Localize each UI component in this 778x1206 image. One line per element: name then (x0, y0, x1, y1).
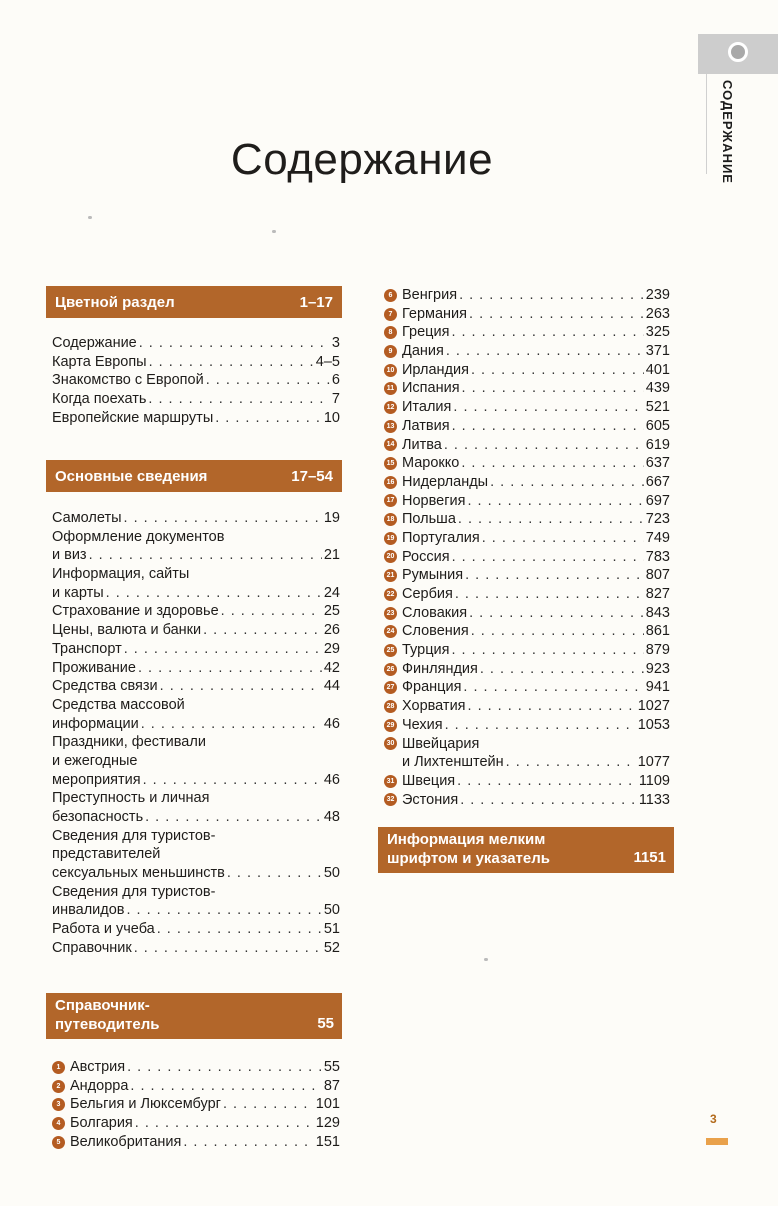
toc-entry[interactable] (384, 286, 670, 305)
toc-entry (52, 696, 340, 715)
paper-speck (88, 216, 92, 219)
entry-page: 1133 (638, 791, 670, 808)
entry-title: и карты (52, 584, 104, 601)
dot-leader (124, 509, 322, 528)
toc-entry (52, 827, 340, 846)
dot-leader (482, 529, 644, 548)
dot-leader (149, 353, 314, 372)
entry-title: Литва (402, 436, 442, 453)
entry-title: Андорра (70, 1077, 129, 1094)
tab-ring-icon (728, 42, 748, 62)
entry-title: Словения (402, 623, 469, 640)
toc-entry[interactable] (384, 716, 670, 735)
toc-list-color (52, 334, 340, 427)
entry-title: Италия (402, 399, 452, 416)
entry-title: Словакия (402, 604, 468, 621)
entry-title: Страхование и здоровье (52, 603, 219, 620)
dot-leader (459, 286, 644, 305)
entry-page: 1109 (638, 772, 670, 789)
entry-title: Карта Европы (52, 353, 147, 370)
entry-title: Содержание (52, 335, 137, 351)
entry-title: Германия (402, 305, 468, 322)
chapter-number-icon: 25 (384, 644, 397, 657)
section-title-line: путеводитель (55, 1016, 160, 1033)
entry-page: 50 (323, 865, 340, 882)
entry-page: 783 (645, 548, 670, 565)
entry-title: Великобритания (70, 1133, 182, 1150)
section-title: Цветной раздел (55, 293, 175, 311)
entry-title: и ежегодные (52, 752, 138, 769)
chapter-number-icon: 7 (384, 308, 397, 321)
toc-entry[interactable] (384, 697, 670, 716)
toc-entry[interactable] (52, 1114, 340, 1133)
dot-leader (223, 1095, 314, 1114)
toc-entry[interactable] (384, 342, 670, 361)
entry-title: Турция (402, 642, 450, 659)
chapter-number-icon: 5 (52, 1136, 65, 1149)
chapter-number-icon: 21 (384, 569, 397, 582)
entry-title: Бельгия и Люксембург (70, 1096, 221, 1113)
section-header-color[interactable] (46, 286, 342, 318)
dot-leader (134, 939, 322, 958)
entry-page: 861 (645, 623, 670, 640)
toc-entry[interactable] (384, 454, 670, 473)
entry-title: Эстония (402, 791, 459, 808)
chapter-number-icon: 14 (384, 438, 397, 451)
entry-title: Сведения для туристов- (52, 827, 216, 844)
entry-page: 26 (323, 622, 340, 639)
entry-title: Справочник (52, 939, 132, 956)
entry-title: Греция (402, 324, 450, 341)
entry-title: Транспорт (52, 640, 122, 657)
entry-page: 51 (323, 921, 340, 938)
entry-title: Дания (402, 343, 444, 360)
toc-entry[interactable] (384, 622, 670, 641)
toc-entry[interactable] (52, 621, 340, 640)
entry-title: Хорватия (402, 698, 466, 715)
entry-title: Сербия (402, 586, 453, 602)
section-title: Основные сведения (55, 467, 208, 485)
chapter-number-icon: 1 (52, 1061, 65, 1074)
dot-leader (452, 548, 644, 567)
chapter-number-icon: 16 (384, 476, 397, 489)
entry-title: Нидерланды (402, 473, 489, 490)
entry-title: Преступность и личная (52, 790, 210, 807)
entry-title: Франция (402, 679, 462, 696)
dot-leader (471, 361, 644, 380)
entry-page: 25 (323, 603, 340, 620)
entry-title: Цены, валюта и банки (52, 622, 202, 639)
section-tab (698, 34, 778, 74)
entry-page: 325 (645, 324, 670, 341)
entry-page: 151 (315, 1133, 340, 1150)
toc-entry[interactable] (384, 678, 670, 697)
page-number: 3 (710, 1112, 717, 1126)
toc-entry[interactable] (52, 1077, 340, 1096)
dot-leader (451, 641, 643, 660)
entry-page: 879 (645, 642, 670, 659)
entry-title: Средства связи (52, 678, 158, 695)
toc-entry (52, 565, 340, 584)
dot-leader (469, 305, 644, 324)
entry-page: 749 (645, 529, 670, 546)
toc-entry (52, 528, 340, 547)
entry-title: Румыния (402, 567, 464, 584)
chapter-number-icon: 11 (384, 382, 397, 395)
entry-page: 605 (645, 417, 670, 434)
entry-page: 42 (323, 659, 340, 676)
section-title-line: шрифтом и указатель (387, 850, 550, 867)
chapter-number-icon: 17 (384, 494, 397, 507)
entry-page: 52 (323, 939, 340, 956)
entry-title: информации (52, 715, 139, 732)
toc-entry[interactable] (384, 510, 670, 529)
entry-page: 1027 (637, 698, 670, 715)
page-number-bar (706, 1138, 728, 1145)
toc-entry[interactable] (384, 361, 670, 380)
dot-leader (458, 510, 644, 529)
toc-entry[interactable] (52, 1133, 340, 1152)
dot-leader (183, 1133, 313, 1152)
entry-page: 29 (323, 640, 340, 657)
dot-leader (106, 584, 322, 603)
dot-leader (215, 409, 322, 428)
dot-leader (221, 602, 322, 621)
entry-title: инвалидов (52, 902, 125, 919)
dot-leader (124, 640, 322, 659)
entry-title: Работа и учеба (52, 921, 155, 938)
chapter-number-icon: 4 (52, 1117, 65, 1130)
toc-entry[interactable] (52, 771, 340, 790)
dot-leader (457, 772, 637, 791)
dot-leader (206, 371, 330, 390)
entry-page: 3 (331, 335, 340, 351)
toc-entry[interactable] (52, 640, 340, 659)
chapter-number-icon: 8 (384, 326, 397, 339)
toc-entry[interactable] (52, 371, 340, 390)
entry-page: 48 (323, 809, 340, 825)
toc-entry[interactable] (52, 864, 340, 883)
dot-leader (465, 566, 644, 585)
entry-title: Европейские маршруты (52, 409, 214, 426)
dot-leader (471, 622, 644, 641)
dot-leader (139, 334, 330, 353)
toc-entry[interactable] (52, 715, 340, 734)
entry-title: Праздники, фестивали (52, 734, 206, 751)
entry-title: Болгария (70, 1115, 133, 1132)
dot-leader (148, 390, 330, 409)
entry-title: представителей (52, 846, 161, 863)
entry-title: безопасность (52, 809, 144, 825)
chapter-number-icon: 10 (384, 364, 397, 377)
chapter-number-icon: 2 (52, 1080, 65, 1093)
entry-title: Ирландия (402, 361, 469, 378)
entry-title: и Лихтенштейн (402, 754, 504, 771)
toc-list-countries (384, 286, 670, 809)
dot-leader (446, 342, 644, 361)
toc-entry[interactable] (52, 509, 340, 528)
toc-entry[interactable] (52, 901, 340, 920)
entry-page: 46 (323, 715, 340, 732)
dot-leader (135, 1114, 314, 1133)
chapter-number-icon: 23 (384, 607, 397, 620)
dot-leader (463, 678, 643, 697)
toc-entry (52, 789, 340, 808)
entry-title: Швеция (402, 772, 456, 789)
entry-page: 19 (323, 510, 340, 526)
dot-leader (455, 585, 644, 604)
side-section-label: СОДЕРЖАНИЕ (720, 80, 735, 184)
entry-title: Испания (402, 380, 460, 397)
dot-leader (490, 473, 644, 492)
entry-page: 21 (323, 547, 340, 564)
entry-page: 101 (315, 1096, 340, 1113)
chapter-number-icon: 26 (384, 663, 397, 676)
chapter-number-icon: 9 (384, 345, 397, 358)
entry-page: 24 (323, 584, 340, 601)
dot-leader (143, 771, 322, 790)
entry-title: Польша (402, 511, 456, 528)
entry-page: 637 (645, 455, 670, 472)
dot-leader (451, 323, 643, 342)
chapter-number-icon: 20 (384, 550, 397, 563)
toc-entry[interactable] (52, 602, 340, 621)
toc-entry[interactable] (52, 390, 340, 409)
dot-leader (480, 660, 644, 679)
chapter-number-icon: 29 (384, 719, 397, 732)
entry-page: 843 (645, 604, 670, 621)
entry-title: Марокко (402, 455, 460, 472)
entry-title: мероприятия (52, 771, 141, 788)
chapter-number-icon: 3 (52, 1098, 65, 1111)
entry-page: 10 (323, 409, 340, 426)
entry-page: 263 (645, 305, 670, 322)
entry-page: 371 (645, 343, 670, 360)
dot-leader (145, 808, 322, 827)
entry-page: 923 (645, 660, 670, 677)
toc-entry[interactable] (384, 566, 670, 585)
toc-entry[interactable] (52, 1095, 340, 1114)
toc-entry[interactable] (384, 417, 670, 436)
toc-entry[interactable] (384, 323, 670, 342)
entry-title: Финляндия (402, 660, 478, 677)
entry-page: 401 (645, 361, 670, 378)
entry-page: 44 (323, 678, 340, 695)
chapter-number-icon: 28 (384, 700, 397, 713)
entry-title: сексуальных меньшинств (52, 865, 225, 882)
entry-title: Чехия (402, 716, 443, 733)
dot-leader (444, 436, 644, 455)
toc-entry[interactable] (52, 409, 340, 428)
toc-entry (52, 752, 340, 771)
dot-leader (506, 753, 636, 772)
toc-entry[interactable] (384, 398, 670, 417)
toc-entry[interactable] (52, 677, 340, 696)
dot-leader (462, 379, 644, 398)
chapter-number-icon: 19 (384, 532, 397, 545)
toc-entry[interactable] (52, 353, 340, 372)
toc-entry[interactable] (52, 920, 340, 939)
dot-leader (452, 417, 644, 436)
entry-page: 827 (645, 586, 670, 602)
entry-page: 1077 (637, 754, 670, 771)
chapter-number-icon: 6 (384, 289, 397, 302)
entry-page: 46 (323, 771, 340, 788)
dot-leader (138, 659, 322, 678)
toc-entry[interactable] (384, 379, 670, 398)
toc-entry[interactable] (384, 753, 670, 772)
toc-entry[interactable] (384, 772, 670, 791)
entry-page: 7 (331, 391, 340, 408)
chapter-number-icon: 13 (384, 420, 397, 433)
dot-leader (203, 621, 322, 640)
dot-leader (127, 901, 322, 920)
section-pages: 1151 (633, 849, 666, 866)
chapter-number-icon: 24 (384, 625, 397, 638)
chapter-number-icon (384, 756, 397, 769)
page-title: Содержание (230, 135, 494, 185)
entry-title: Латвия (402, 417, 450, 434)
entry-title: и виз (52, 547, 87, 564)
entry-title: Когда поехать (52, 391, 147, 408)
entry-page: 667 (645, 473, 670, 490)
toc-entry[interactable] (384, 305, 670, 324)
section-pages: 17–54 (291, 467, 333, 485)
toc-entry[interactable] (52, 546, 340, 565)
section-pages: 1–17 (299, 293, 333, 311)
toc-entry (52, 733, 340, 752)
dot-leader (461, 454, 643, 473)
toc-entry[interactable] (384, 492, 670, 511)
section-header-info[interactable] (378, 827, 674, 873)
entry-page: 50 (323, 902, 340, 919)
toc-entry[interactable] (384, 548, 670, 567)
toc-entry[interactable] (52, 659, 340, 678)
dot-leader (127, 1058, 322, 1077)
toc-entry[interactable] (384, 791, 670, 810)
toc-entry[interactable] (52, 334, 340, 353)
entry-page: 697 (645, 492, 670, 509)
chapter-number-icon: 18 (384, 513, 397, 526)
entry-title: Россия (402, 548, 450, 565)
dot-leader (469, 604, 644, 623)
toc-list-basics (52, 509, 340, 958)
toc-entry[interactable] (384, 585, 670, 604)
dot-leader (141, 715, 322, 734)
chapter-number-icon: 30 (384, 737, 397, 750)
entry-title: Австрия (70, 1059, 126, 1075)
toc-list-guide (52, 1058, 340, 1151)
toc-entry[interactable] (384, 641, 670, 660)
section-header-basics[interactable] (46, 460, 342, 492)
chapter-number-icon: 27 (384, 681, 397, 694)
entry-title: Португалия (402, 529, 480, 546)
entry-page: 239 (645, 287, 670, 303)
paper-speck (484, 958, 488, 961)
toc-entry (384, 735, 670, 754)
entry-page: 129 (315, 1115, 340, 1132)
chapter-number-icon: 15 (384, 457, 397, 470)
chapter-number-icon: 22 (384, 588, 397, 601)
dot-leader (445, 716, 636, 735)
dot-leader (467, 492, 643, 511)
entry-title: Венгрия (402, 287, 458, 303)
toc-entry[interactable] (52, 584, 340, 603)
dot-leader (160, 677, 322, 696)
entry-page: 1053 (637, 716, 670, 733)
toc-entry[interactable] (52, 808, 340, 827)
entry-title: Средства массовой (52, 696, 185, 713)
chapter-number-icon: 32 (384, 793, 397, 806)
dot-leader (157, 920, 322, 939)
entry-page: 87 (323, 1077, 340, 1094)
section-header-guide[interactable] (46, 993, 342, 1039)
toc-entry (52, 845, 340, 864)
toc-entry[interactable] (384, 529, 670, 548)
entry-title: Проживание (52, 659, 136, 676)
toc-entry (52, 883, 340, 902)
chapter-number-icon: 31 (384, 775, 397, 788)
entry-page: 6 (331, 372, 340, 389)
toc-entry[interactable] (384, 436, 670, 455)
entry-page: 807 (645, 567, 670, 584)
entry-page: 55 (323, 1059, 340, 1075)
entry-title: Информация, сайты (52, 566, 190, 583)
dot-leader (130, 1077, 321, 1096)
toc-entry[interactable] (52, 939, 340, 958)
dot-leader (89, 546, 322, 565)
dot-leader (460, 791, 637, 810)
entry-page: 4–5 (315, 353, 340, 370)
chapter-number-icon: 12 (384, 401, 397, 414)
dot-leader (227, 864, 322, 883)
entry-title: Сведения для туристов- (52, 883, 216, 900)
section-title-line: Информация мелким (387, 831, 546, 848)
toc-entry[interactable] (384, 473, 670, 492)
entry-page: 723 (645, 511, 670, 528)
entry-title: Самолеты (52, 510, 122, 526)
entry-title: Оформление документов (52, 528, 225, 545)
entry-title: Швейцария (402, 735, 480, 752)
paper-speck (272, 230, 276, 233)
entry-title: Норвегия (402, 492, 466, 509)
dot-leader (468, 697, 636, 716)
entry-page: 941 (645, 679, 670, 696)
entry-page: 439 (645, 380, 670, 397)
dot-leader (453, 398, 643, 417)
entry-title: Знакомство с Европой (52, 372, 204, 389)
entry-page: 619 (645, 436, 670, 453)
toc-entry[interactable] (52, 1058, 340, 1077)
entry-page: 521 (645, 399, 670, 416)
section-title-line: Справочник- (55, 997, 150, 1014)
section-pages: 55 (317, 1015, 334, 1032)
toc-entry[interactable] (384, 660, 670, 679)
toc-entry[interactable] (384, 604, 670, 623)
